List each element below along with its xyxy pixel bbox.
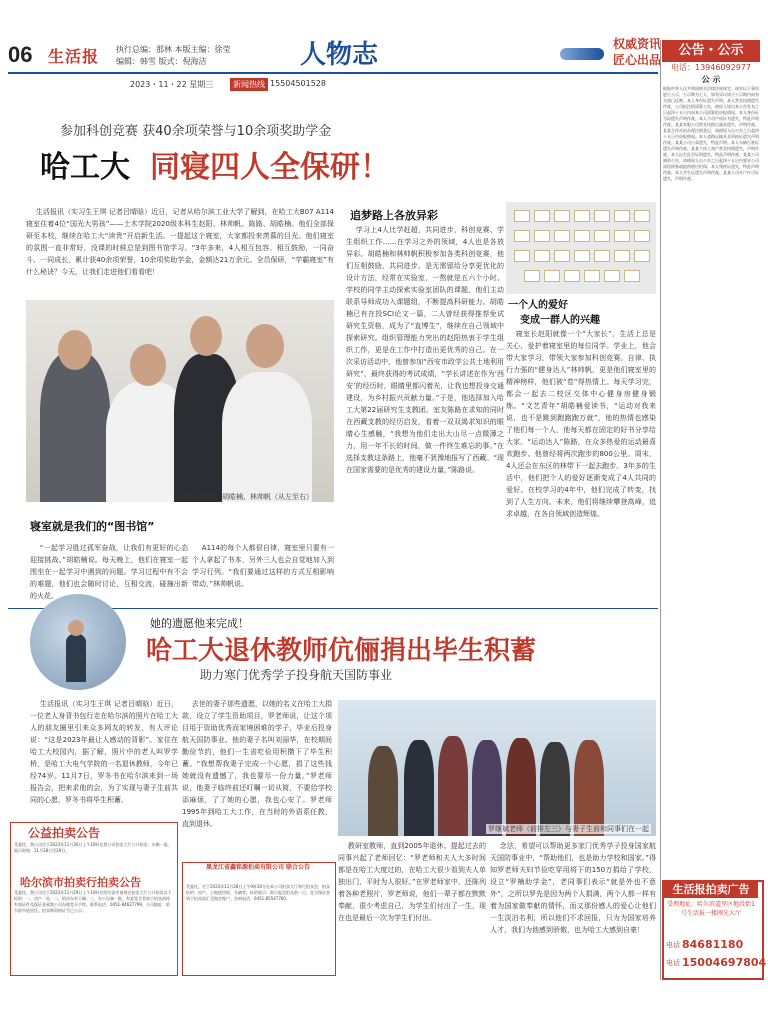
- photo-caption: 陈路、赵阳、胡皓楠、林帅帆（从左至右）: [180, 493, 313, 501]
- story2-col-d: [490, 840, 656, 980]
- story2-col-c-body: 教研室教师，直到2005年退休。提起过去的同事兴起了老师回忆：“罗老师和夫人大多时间都是在哈工大度过的，在哈工大很少看到夫人单独出门，平时为人很好。”在罗老师家中，还陈列着各种老照片，罗老师说，他们一辈子都在默默奉献，很少考虑自己，为学生们付出了一生，现在也是最后一次为学生们付出。: [338, 842, 486, 922]
- story1-kicker: 参加科创竞赛 获40余项荣誉与10余项奖助学金: [60, 124, 332, 139]
- certificate-icon: [534, 210, 550, 222]
- phone-label-2: 电话: [666, 959, 680, 967]
- teacher-head: [68, 620, 84, 636]
- dorm-text-a: [30, 542, 188, 604]
- certificate-icon: [574, 250, 590, 262]
- certificate-icon: [584, 270, 600, 282]
- motto-line-1: 权威资讯: [613, 37, 662, 51]
- student-figure: [40, 352, 110, 502]
- certificate-icon: [534, 230, 550, 242]
- editor-credits: [116, 44, 231, 68]
- notice-phone: 电话：13946092977: [671, 63, 751, 72]
- classified-phone-2: 15004697804: [682, 956, 767, 969]
- hotline-number: 15504501528: [270, 79, 326, 88]
- group-member: [574, 740, 604, 836]
- story2-subtitle: 助力寒门优秀学子投身航天国防事业: [200, 668, 393, 682]
- brand-stripe-icon: [560, 48, 604, 60]
- chase-text-body: 学习上4人比学赶超，共同进步，科创竞赛、学生组织工作……在学习之外的领域，4人也是各放异彩。胡皓楠和林帅帆积极参加各类科创竞赛，他们互相鼓励，共同进步。是无需留给分享更优化的设计方法，经常在实验室，一熬就是五六个小时。学校的同学主动探索实验室团队的课题，他们主动联系导师成功入课题组，不断提高科研能力。胡皓楠已有在投SCI论文一篇，二人曾经获得推荐免试研究生资格，成为了“直博生”，继续在自己领域中探索研究。组织管理能力突出的赵阳热衷于学生组织工作，更是在工作中打造出更优秀的自己。在一次采访活动中，他曾参加“西安市政学公共土地利用研究”，最终获得的考试成绩，“学长讲述在作为‘西安’的经历时，眼睛里都闪着光，让我也想投身交通建设，为乡村振兴贡献力量。”于是，他选择加入哈工大第22届研究生支教团。室友陈路在求知的同时在西藏支教的经历启发，看着一双双渴求知识的眼睛心生感触，“我想为他们走出大山尽一点微薄之力，用一年不长的时间，做一件终生难忘的事。”在选择支教这条路上，他毫不犹豫地报写了西藏。“现在国家需要的是优秀的建设力量，”陈路说。: [346, 226, 504, 474]
- motto: [613, 36, 661, 68]
- group-member: [404, 740, 434, 836]
- students-photo: [26, 300, 334, 502]
- dorm-text-a-body: “一起学习胜过孤军奋战，让我们有更好的心态迎接挑战。”胡皓楠说。每天晚上，他们在寝室一起围坐在一起学习中遇到的问题。学习过程中有不会的难题，他们也会随时讨论，互相交流，碰撞出新的火花。: [30, 544, 188, 600]
- notice-heading: 公 示: [701, 75, 721, 84]
- certificate-icon: [624, 270, 640, 282]
- certificate-icon: [534, 250, 550, 262]
- certificate-icon: [514, 230, 530, 242]
- story2-kicker: 她的遗愿他来完成！: [150, 617, 249, 630]
- editor-line-2: 编辑：韩雪 版式：倪海洁: [116, 57, 207, 66]
- certificate-icon: [614, 210, 630, 222]
- certificate-icon: [604, 270, 620, 282]
- story1-title-prefix: 哈工大: [40, 150, 130, 185]
- subhead-hobby-line2: 变成一群人的兴趣: [520, 315, 600, 326]
- certificate-icon: [634, 250, 650, 262]
- group-member: [506, 738, 536, 836]
- auction-ad-text-3: 受委托，定于2023年11月28日上午9时30分在本公司拍卖大厅举行拍卖会，拍卖标的：房产、土地使用权、车辆等。标的展示：即日起至拍卖前一日。竞买保证金请于拍卖前汇至指定账户。咨询电话：0451-85547760。: [186, 884, 330, 901]
- issue-date: 2023・11・22 星期三: [130, 80, 214, 89]
- teacher-figure: [66, 634, 86, 682]
- certificate-icon: [574, 210, 590, 222]
- group-member: [540, 742, 570, 836]
- subhead-chase: 追梦路上各放异彩: [350, 209, 438, 222]
- hotline-label: 新闻热线: [230, 78, 268, 91]
- motto-line-2: 匠心出品: [613, 53, 662, 67]
- story1-lead-text: 生活报讯（实习生王琪 记者吕晴晗）近日，记者从哈尔滨工业大学了解到，在哈工大B07 A114寝室住着4位“国光大男孩”——土木学院2020级本科生赵阳、林帅帆、陈路、胡皓楠。他们全部保研至本校，继续在哈工大“读贵”开启新生活。一提起这个寝室，大家都投来羡慕的目光。他们寝室的氛围一直非常好，没课的时候总是到图书馆学习。“3年多来，4人相互包容、相互鼓励，一同奋斗、一同成长，累计获40余项荣誉，10余项奖助学金，金额达21万余元。全员保研，“学霸寝室”有什么秘诀？今天，让我们走进他们看看吧！: [26, 208, 334, 276]
- story2-col-b: [182, 698, 332, 858]
- hobby-text-body: 寝室长赵阳就像一个“大家长”，生活上总是关心、爱护着寝室里的每位同学。学业上，他会带大家学习，带领大家参加科创竞赛。自律、执行力强的“健身达人”林帅帆，更是他们寝室里的精神榜样，他们被“卷”得热情上。每天学习完，都会一起去二校区交体中心健身房健身锻炼。“文艺青年”胡皓楠爱读书，“运动对我来说，也不是跳到跑跑跑万就”，他的热情也感染了他们每一个人，他每天都在固定的好书分享给大家。“运动达人”陈路，在众多热爱的运动最喜欢跑步。他曾经将两次跑步的800公里。周末，4人还会在东区的林带下一起去跑步。3年多的生活中，他们把个人的爱好逐渐变成了4人共同的爱好。在校学习的4年中，他们完成了转变，找到了人生方向。未来，他们将继续攀登高峰，追求卓越，在各自领域创造辉煌。: [506, 330, 656, 518]
- notice-body: 根据中华人民共和国相关法律法规规定，现对以下事项进行公示，公示期为七天。如有异议请于公示期内向有关部门反映。本人身份证遗失声明，本人营业执照遗失作废，公司拟注销清算公告，债权人请自本公告发布之日起四十五日内向本公司清算组申报债权。本人身份证号码遗失声明作废。本人不动产权证书遗失，特此声明作废。某某有限公司营业执照正副本遗失，声明作废。某某合作社拟办理注销登记，请债权人自公告之日起四十五日内申报债权。本人道路运输从业资格证遗失声明作废。某某公司公章遗失，特此声明。本人车辆行驶证遗失声明作废。某某个体工商户营业执照遗失，声明作废。本人出生医学证明遗失，特此声明作废。某某公司减资公告，请债权人自公告之日起四十五日内要求公司清偿债务或提供相应担保。本人残疾证遗失，特此声明作废。本人学生证遗失声明作废。某某公司开户许可证遗失，声明作废。: [663, 86, 759, 181]
- certificate-icon: [594, 230, 610, 242]
- certificate-icon: [594, 250, 610, 262]
- notice-title: 公告・公示: [662, 40, 760, 62]
- certificates-photo: [506, 202, 656, 294]
- certificate-icon: [544, 270, 560, 282]
- header-rule: [8, 72, 658, 74]
- certificate-icon: [554, 230, 570, 242]
- story2-col-c: [338, 840, 486, 980]
- student-head: [246, 324, 284, 368]
- certificate-icon: [614, 230, 630, 242]
- certificate-icon: [514, 250, 530, 262]
- certificate-icon: [514, 210, 530, 222]
- certificate-icon: [634, 210, 650, 222]
- group-member: [368, 746, 398, 836]
- subhead-hobby-line1: 一个人的爱好: [508, 300, 568, 311]
- certificate-icon: [524, 270, 540, 282]
- group-member: [438, 736, 468, 836]
- story1-title-main: 同寝四人全保研！: [150, 150, 390, 185]
- auction-ad-title-2: 哈尔滨市拍卖行拍卖公告: [20, 876, 141, 889]
- classified-ad-address: 受理地址：哈尔滨道里区地段街1号生活报一楼刚光大厅: [667, 901, 755, 917]
- story2-col-d-body: 念法，希望可以帮助更多家门优秀学子投身国家航天国防事业中，“帮助他们，也是助力学校和国家。”得知罗老师夫妇节俭吃穿用将下的150万捐给了学校，设立“罗楠助学金”，老同事们表示“就是外也不意外”，之所以罗先是因为两个人捐满，两个人都一样有着为国家做奉献的情怀，而又那份感人的爱心让他们一生淡泊名利，所以他们不求回报，只为为国家培养人才，我们为他感到骄傲，也为哈工大感到自豪！: [490, 842, 656, 934]
- group-photo: [338, 700, 656, 836]
- subhead-dorm: 寝室就是我们的“图书馆”: [30, 520, 155, 533]
- certificate-icon: [554, 210, 570, 222]
- certificate-icon: [554, 250, 570, 262]
- story1-lead: [26, 206, 334, 296]
- certificate-icon: [614, 250, 630, 262]
- editor-line-1: 执行总编：那林 本版主编：徐莹: [116, 45, 231, 54]
- certificate-icon: [634, 230, 650, 242]
- hobby-text: [506, 328, 656, 578]
- auction-ad-title-3: 黑龙江省鑫铭源拍卖有限公司 联合公告: [205, 864, 311, 871]
- story2-col-a-body: 生活报讯（实习生王琪 记者吕晴晗）近日，一位老人身背书包行走在哈尔滨的照片在哈工大人的朋友圈里引来众多网友的转发，有人评论说：“这是2023年最让人感动的背影”。家住在哈工大校园内，据了解，照片中的老人叫罗学桥，是哈工大电气学院的一名退休教师，今年已经74岁。11月7日，罗冬书在哈尔滨来到一场报告会，把来求他的会，为了实现与妻子生前共同的心愿，罗冬书将毕生积蓄。: [30, 700, 178, 804]
- page-number: 06: [8, 42, 33, 67]
- story2-col-a: [30, 698, 178, 824]
- auction-ad-text-2: 受委托，我公司定于2023年11月29日上午10时在哈尔滨市南岗区拍卖大厅公开拍卖以下标的：一、房产一处；二、机动车若干辆；三、办公设备一批。有意竞买者请于拍卖前持有效证件及保证金到我公司办理竞买手续。联系电话：0451-84627799。公司地址：哈尔滨市道里区。拍卖师资格证号已公示。: [14, 890, 172, 913]
- story2-col-b-body: 去世的妻子那些遗愿，以她的名义在哈工大捐款，设立了学生资助项目，罗老师说，让这个项目用于资助优秀而家境困难的学子，毕业后投身航天国防事业。他的妻子名叫刘丽华，在校期间勤俭节约，他们一生省吃俭用积攒下了毕生积蓄。“我想帮我妻子完成一个心愿，捐了这些钱她就没有遗憾了，我也要尽一份力量。”罗老师说，他妻子临终前还叮嘱一切从简，不要给学校添麻烦，了了她的心愿，我也心安了。罗老师1995年到哈工大工作，在当时的外语系任教，直到退休。: [182, 700, 332, 828]
- classified-ad-title: 生活报拍卖广告: [664, 882, 758, 898]
- student-head: [190, 316, 222, 356]
- certificate-icon: [574, 230, 590, 242]
- student-head: [58, 330, 92, 370]
- story2-title: 哈工大退休教师伉俪捐出毕生积蓄: [146, 636, 537, 666]
- auction-ad-title: 公益拍卖公告: [28, 826, 101, 840]
- certificate-icon: [594, 210, 610, 222]
- student-head: [130, 344, 166, 386]
- auction-ad-text: 受委托，我公司定于2023年11月30日上午10时在我公司拍卖大厅公开拍卖：车辆一批。展示时间：11月28日至29日。: [14, 842, 172, 853]
- dorm-text-b: [192, 542, 334, 604]
- teacher-circle-photo: [30, 594, 126, 690]
- chase-text: [346, 224, 504, 584]
- group-photo-caption: 罗继斌老师（前排左三）与妻子生前和同事们在一起: [488, 825, 649, 833]
- certificate-icon: [564, 270, 580, 282]
- classified-phone-1: 84681180: [682, 938, 744, 951]
- newspaper-logo: 生活报: [48, 47, 100, 66]
- phone-label-1: 电话: [666, 941, 680, 949]
- student-figure: [222, 372, 312, 502]
- section-title: 人物志: [300, 40, 379, 70]
- dorm-text-b-body: A114的每个人都很自律，寝室里只要有一个人拿起了书本，另外三人也会自觉地加入到学习行列。“我们要通过这样的方式互相影响带动，”林帅帆说。: [192, 544, 334, 588]
- group-member: [472, 740, 502, 836]
